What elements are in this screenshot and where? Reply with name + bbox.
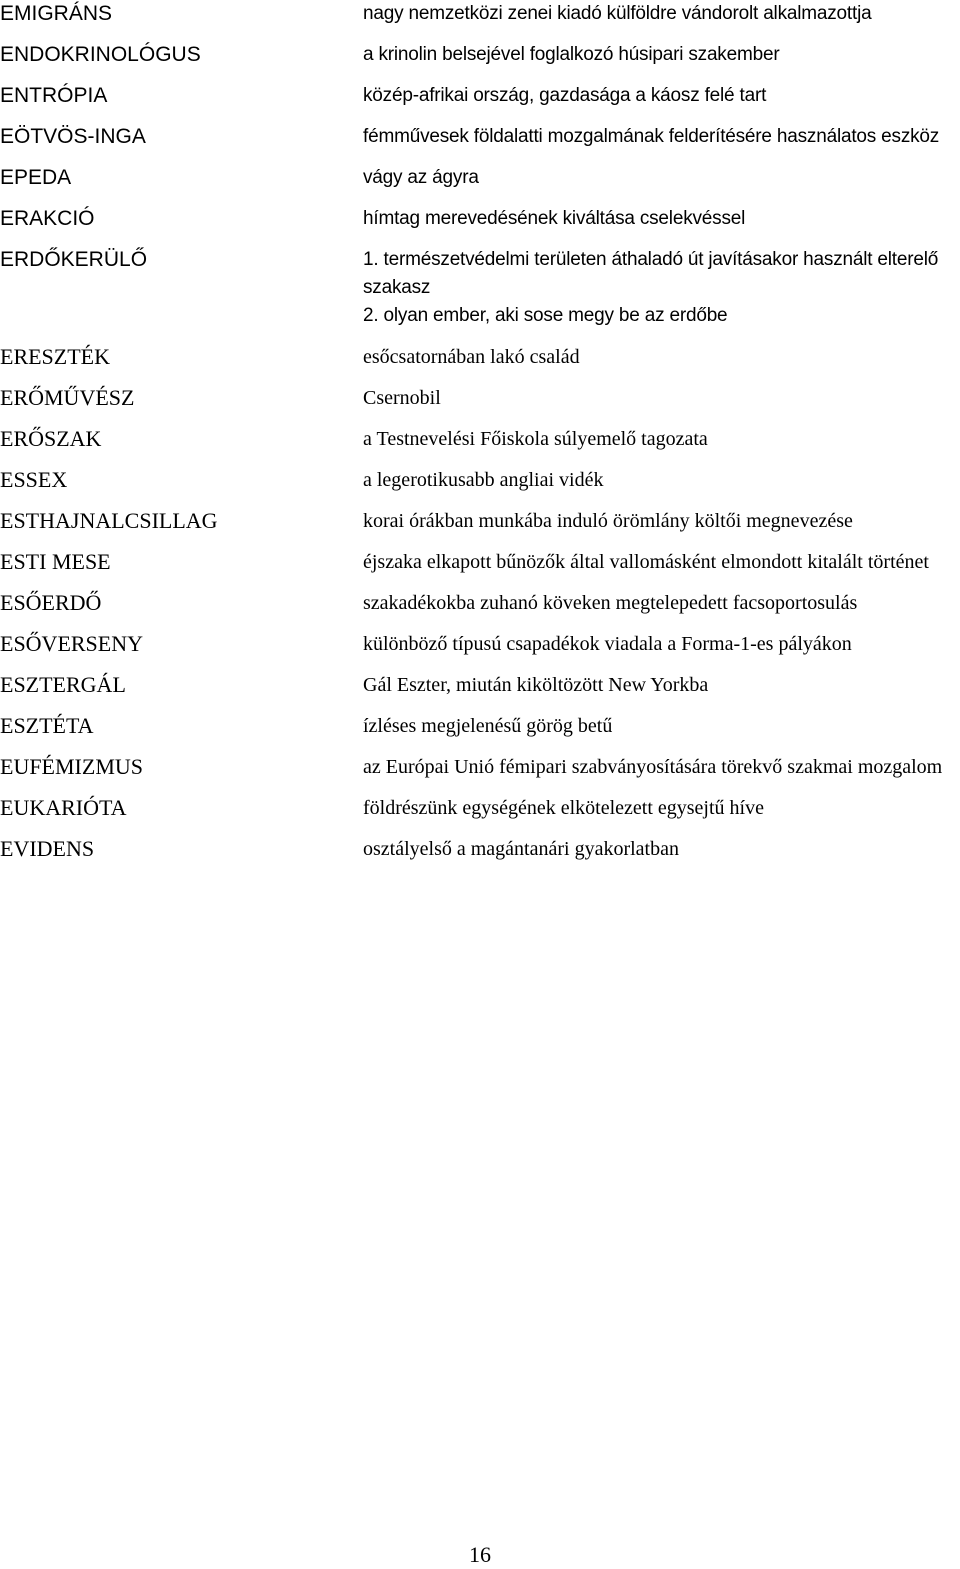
entry-term: ERESZTÉK [0, 344, 110, 369]
entry-term: ESZTERGÁL [0, 672, 126, 697]
definition-text: különböző típusú csapadékok viadala a Forma-1-es pályákon [363, 633, 852, 655]
definition-text: vágy az ágyra [363, 167, 479, 188]
entry-term: ESTI MESE [0, 549, 111, 574]
definition-text: esőcsatornában lakó család [363, 346, 580, 368]
glossary-entry [0, 41, 960, 69]
glossary-entry [0, 835, 960, 863]
entry-term: ESSEX [0, 467, 68, 492]
definition-text: Gál Eszter, miután kiköltözött New Yorkba [363, 674, 709, 696]
entry-definition [363, 425, 960, 453]
definition-text: 1. természetvédelmi területen áthaladó út javításakor használt elterelő szakasz [363, 249, 939, 298]
glossary-entry [0, 507, 960, 535]
glossary-entry [0, 82, 960, 110]
definition-text: nagy nemzetközi zenei kiadó külföldre vándorolt alkalmazottja [363, 3, 872, 24]
entry-definition [363, 630, 960, 658]
entry-definition [363, 671, 960, 699]
definition-text: éjszaka elkapott bűnözők által vallomásként elmondott kitalált történet [363, 551, 929, 573]
entry-term: ESŐVERSENY [0, 631, 144, 656]
glossary-entry [0, 343, 960, 371]
definition-text: fémművesek földalatti mozgalmának felderítésére használatos eszköz [363, 126, 940, 147]
glossary-entry [0, 753, 960, 781]
entry-definition [363, 123, 960, 151]
definition-text: a Testnevelési Főiskola súlyemelő tagozata [363, 428, 708, 450]
entry-term: ERŐMŰVÉSZ [0, 385, 135, 410]
entry-definition [363, 507, 960, 535]
glossary-entry [0, 164, 960, 192]
entry-term: ENDOKRINOLÓGUS [0, 43, 201, 66]
glossary-entry [0, 712, 960, 740]
entry-definition [363, 164, 960, 192]
entry-definition [363, 205, 960, 233]
entry-definition [363, 835, 960, 863]
glossary-entry [0, 123, 960, 151]
glossary-entry [0, 246, 960, 330]
entry-term: ESZTÉTA [0, 713, 94, 738]
entry-definition [363, 794, 960, 822]
entry-term: EVIDENS [0, 836, 95, 861]
entry-term: EUFÉMIZMUS [0, 754, 144, 779]
glossary-entry [0, 466, 960, 494]
entry-definition [363, 466, 960, 494]
definition-text: szakadékokba zuhanó köveken megtelepedett facsoportosulás [363, 592, 858, 614]
entry-term: EMIGRÁNS [0, 2, 113, 25]
entry-definition [363, 41, 960, 69]
definition-text: 2. olyan ember, aki sose megy be az erdőbe [363, 305, 728, 326]
page-number: 16 [469, 1542, 491, 1567]
definition-text: a krinolin belsejével foglalkozó húsipari szakember [363, 44, 780, 65]
entry-definition [363, 384, 960, 412]
entry-term: EÖTVÖS-INGA [0, 125, 146, 148]
entry-term: EPEDA [0, 166, 72, 189]
entry-term: ESŐERDŐ [0, 590, 102, 615]
glossary-entry [0, 205, 960, 233]
entry-definition [363, 753, 960, 781]
entry-definition [363, 712, 960, 740]
entry-definition [363, 246, 960, 330]
entry-definition [363, 548, 960, 576]
entry-term: ERŐSZAK [0, 426, 102, 451]
entry-definition [363, 589, 960, 617]
definition-text: osztályelső a magántanári gyakorlatban [363, 838, 679, 860]
definition-text: Csernobil [363, 387, 441, 409]
entry-term: ENTRÓPIA [0, 84, 108, 107]
entry-definition [363, 343, 960, 371]
definition-text: hímtag merevedésének kiváltása cselekvéssel [363, 208, 746, 229]
definition-text: földrészünk egységének elkötelezett egysejtű híve [363, 797, 764, 819]
definition-text: ízléses megjelenésű görög betű [363, 715, 613, 737]
entry-definition [363, 0, 960, 28]
definition-text: közép-afrikai ország, gazdasága a káosz felé tart [363, 85, 767, 106]
glossary-entry [0, 384, 960, 412]
definition-text: a legerotikusabb angliai vidék [363, 469, 604, 491]
glossary-entry [0, 548, 960, 576]
definition-text: korai órákban munkába induló örömlány költői megnevezése [363, 510, 853, 532]
definition-text: az Európai Unió fémipari szabványosítására törekvő szakmai mozgalom [363, 756, 943, 778]
glossary-entry [0, 794, 960, 822]
glossary-entry [0, 0, 960, 28]
glossary-entry [0, 671, 960, 699]
entry-definition [363, 82, 960, 110]
entry-term: ERDŐKERÜLŐ [0, 248, 148, 271]
entry-term: ESTHAJNALCSILLAG [0, 508, 218, 533]
glossary-entry [0, 630, 960, 658]
glossary-entry [0, 589, 960, 617]
glossary-entry [0, 425, 960, 453]
entry-term: EUKARIÓTA [0, 795, 127, 820]
entry-term: ERAKCIÓ [0, 207, 95, 230]
